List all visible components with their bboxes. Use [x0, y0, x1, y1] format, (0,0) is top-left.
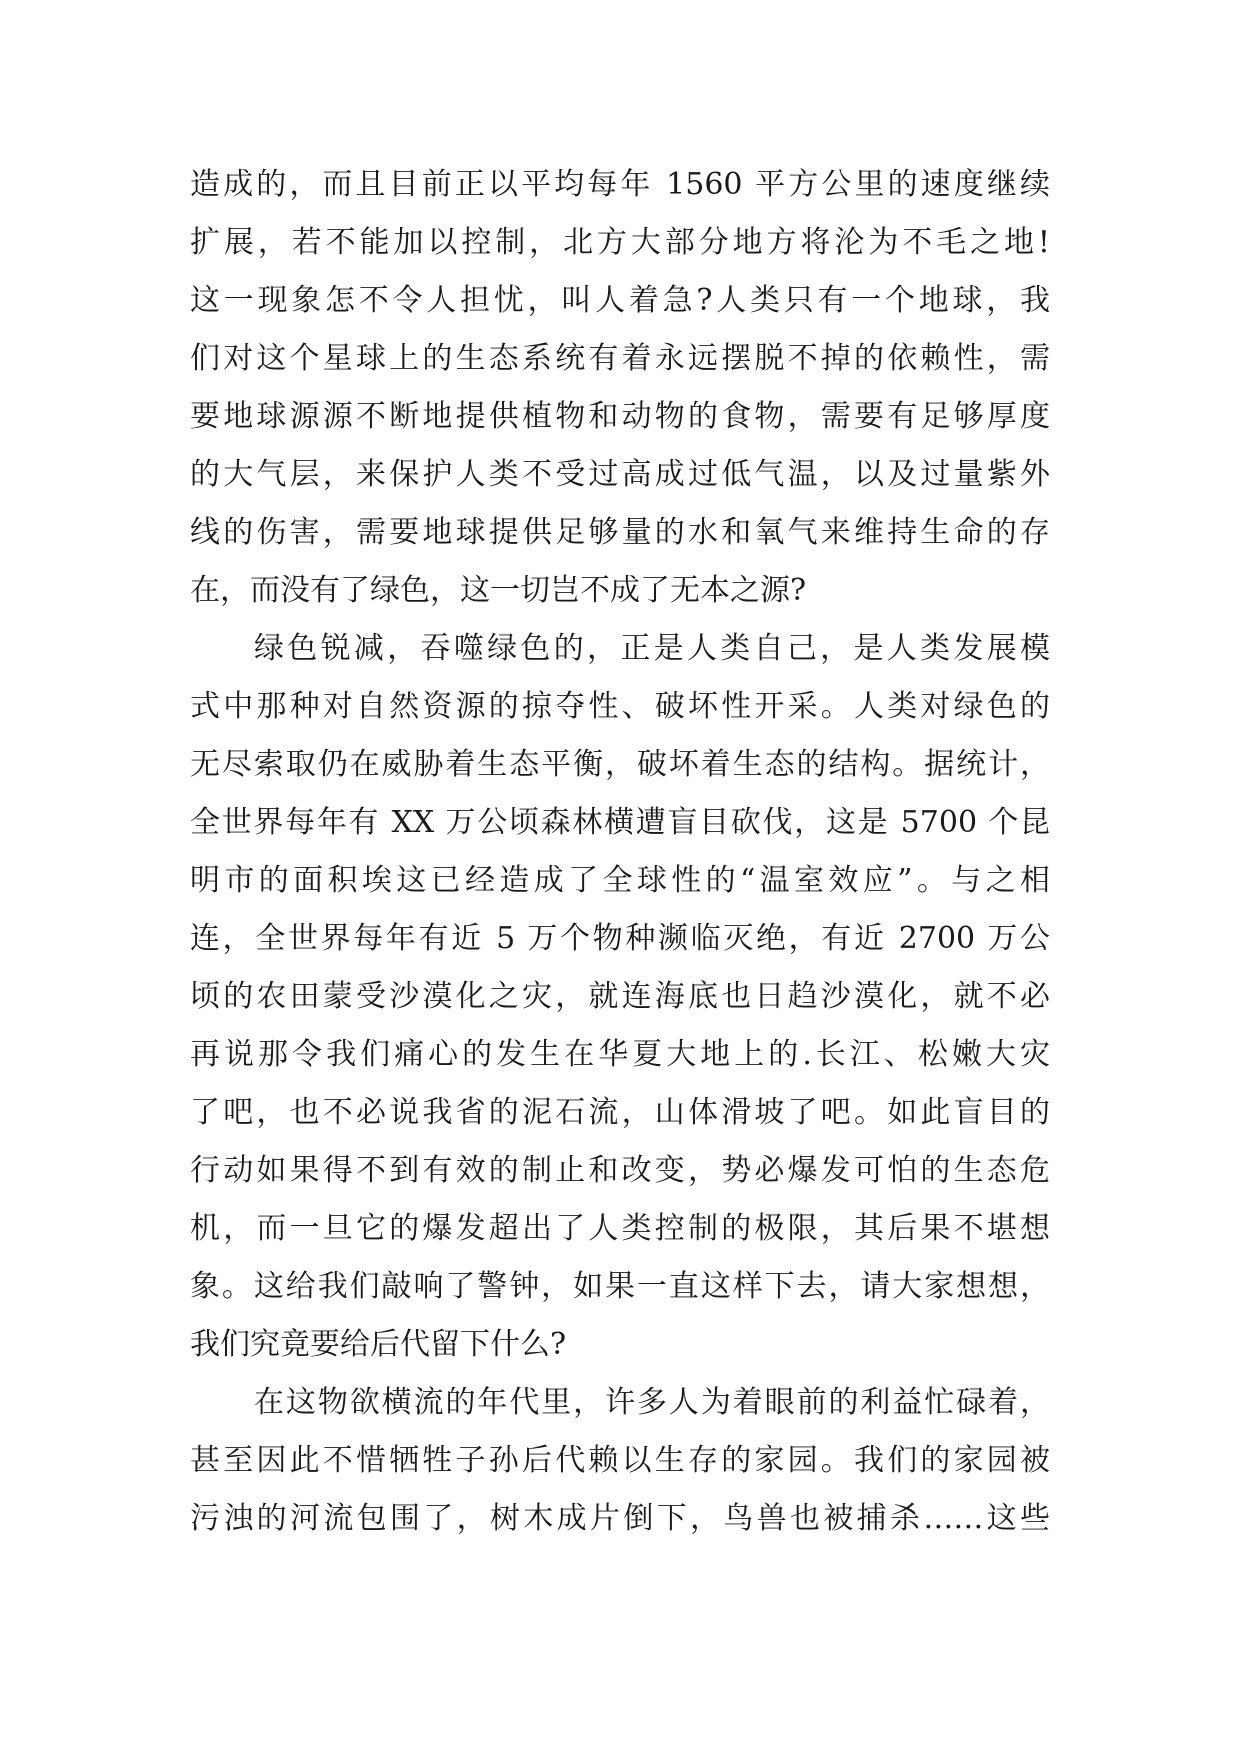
text-line-20: 象。这给我们敲响了警钟，如果一直这样下去，请大家想想，	[190, 1269, 1050, 1304]
text-line-12: 全世界每年有 XX 万公顷森林横遭盲目砍伐，这是 5700 个昆	[190, 805, 1050, 840]
text-line-13: 明市的面积埃这已经造成了全球性的“温室效应”。与之相	[190, 863, 1050, 898]
text-line-5: 要地球源源不断地提供植物和动物的食物，需要有足够厚度	[190, 399, 1050, 434]
text-line-21: 我们究竟要给后代留下什么?	[190, 1327, 567, 1362]
text-line-19: 机，而一旦它的爆发超出了人类控制的极限，其后果不堪想	[190, 1211, 1050, 1246]
text-line-10: 式中那种对自然资源的掠夺性、破坏性开采。人类对绿色的	[190, 689, 1050, 724]
text-line-1: 造成的，而且目前正以平均每年 1560 平方公里的速度继续	[190, 167, 1050, 202]
text-line-15: 顷的农田蒙受沙漠化之灾，就连海底也日趋沙漠化，就不必	[190, 979, 1050, 1014]
text-line-18: 行动如果得不到有效的制止和改变，势必爆发可怕的生态危	[190, 1153, 1050, 1188]
text-line-16: 再说那令我们痛心的发生在华夏大地上的.长江、松嫩大灾	[190, 1037, 1050, 1072]
text-line-4: 们对这个星球上的生态系统有着永远摆脱不掉的依赖性，需	[190, 341, 1050, 376]
text-line-14: 连，全世界每年有近 5 万个物种濒临灭绝，有近 2700 万公	[190, 921, 1050, 956]
text-line-2: 扩展，若不能加以控制，北方大部分地方将沦为不毛之地!	[190, 225, 1050, 260]
text-line-3: 这一现象怎不令人担忧，叫人着急?人类只有一个地球，我	[190, 283, 1050, 318]
text-line-17: 了吧，也不必说我省的泥石流，山体滑坡了吧。如此盲目的	[190, 1095, 1050, 1130]
text-line-22: 在这物欲横流的年代里，许多人为着眼前的利益忙碌着，	[254, 1385, 1050, 1420]
text-line-7: 线的伤害，需要地球提供足够量的水和氧气来维持生命的存	[190, 515, 1050, 550]
text-line-23: 甚至因此不惜牺牲子孙后代赖以生存的家园。我们的家园被	[190, 1443, 1050, 1478]
text-line-9: 绿色锐减，吞噬绿色的，正是人类自己，是人类发展模	[254, 631, 1050, 666]
text-line-24: 污浊的河流包围了，树木成片倒下，鸟兽也被捕杀……这些	[190, 1501, 1050, 1536]
text-line-11: 无尽索取仍在威胁着生态平衡，破坏着生态的结构。据统计，	[190, 747, 1050, 782]
text-line-8: 在，而没有了绿色，这一切岂不成了无本之源?	[190, 573, 807, 608]
text-line-6: 的大气层，来保护人类不受过高成过低气温，以及过量紫外	[190, 457, 1050, 492]
